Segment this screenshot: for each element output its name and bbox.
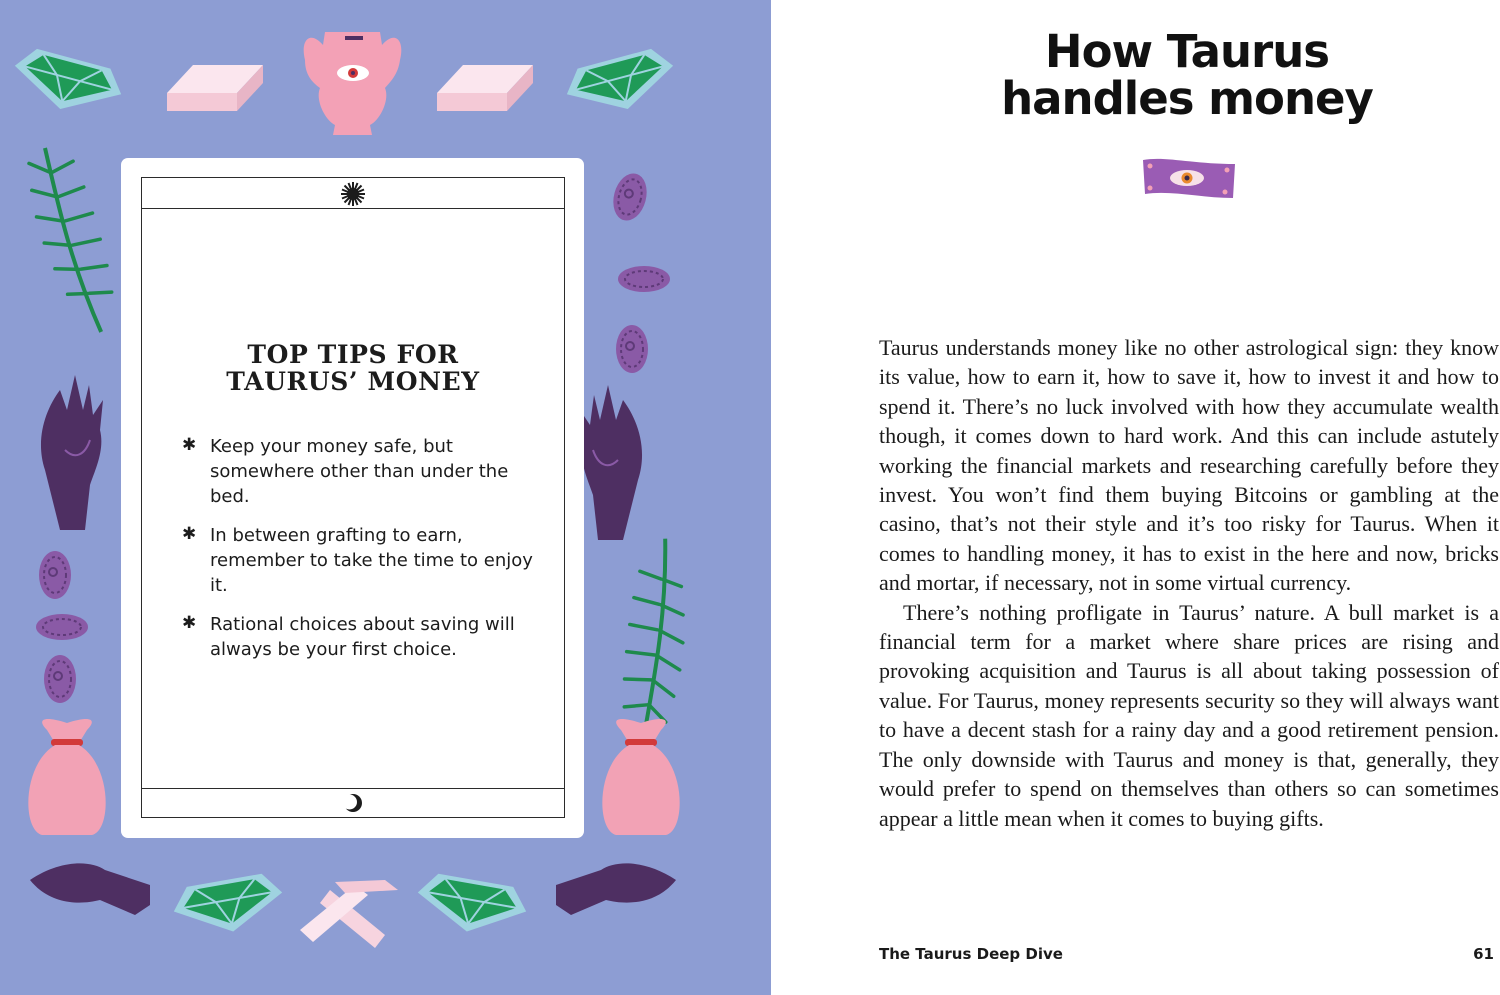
coin-icon	[39, 551, 71, 599]
hand-icon	[41, 375, 103, 530]
gem-icon	[413, 871, 530, 941]
crescent-moon-icon	[342, 792, 364, 814]
gold-bar-icon	[167, 65, 263, 111]
coin-icon	[616, 325, 648, 373]
page-title	[971, 25, 1403, 125]
frame-rule-top	[142, 208, 564, 209]
urn-with-eye-icon	[304, 32, 402, 135]
tips-heading-line1: TOP TIPS FOR	[247, 340, 459, 369]
tip-item	[182, 434, 542, 509]
tip-text: Keep your money safe, but somewhere other than under the bed.	[210, 436, 509, 507]
eye-banner-icon	[1141, 156, 1237, 202]
gem-icon	[170, 871, 287, 941]
right-page	[771, 0, 1500, 995]
gem-icon	[561, 45, 681, 124]
tips-heading	[142, 341, 564, 395]
star-bullet-icon: ✱	[182, 613, 197, 633]
coin-icon	[36, 614, 88, 640]
fern-icon	[601, 535, 713, 735]
gold-bar-icon	[437, 65, 533, 111]
hand-icon	[580, 385, 642, 540]
page-title-line1: How Taurus	[1044, 25, 1330, 78]
coin-icon	[44, 655, 76, 703]
star-bullet-icon: ✱	[182, 435, 197, 455]
star-bullet-icon: ✱	[182, 524, 197, 544]
hand-icon	[556, 863, 676, 915]
body-paragraph: Taurus understands money like no other astrological sign: they know its value, how to earn it, how to save it, how to invest it and how to spend it. There’s no luck involved with how they accumulate wealth though, it comes down to hard work. And this can include astutely working the financial markets and researching carefully before they invest. You won’t find them buying Bitcoins or gambling at the casino, that’s not their style and it’s too risky for Taurus. When it comes to handling money, it has to exist in the here and now, bricks and mortar, if necessary, not in some virtual currency.	[879, 335, 1499, 596]
tip-text: Rational choices about saving will always be your first choice.	[210, 614, 515, 660]
tip-text: In between grafting to earn, remember to take the time to enjoy it.	[210, 525, 533, 596]
sun-icon	[340, 181, 366, 207]
tips-frame	[141, 177, 565, 818]
gem-icon	[7, 45, 127, 124]
gold-bars-stack-icon	[300, 880, 398, 948]
running-footer-title: The Taurus Deep Dive	[879, 945, 1063, 963]
page-title-line2: handles money	[1001, 72, 1373, 125]
body-paragraph: There’s nothing profligate in Taurus’ nature. A bull market is a financial term for a market where share prices are rising and provoking acquisition and Taurus is all about taking possession of value. For Taurus, money represents security so they will always want to have a decent stash for a rainy day and a good retirement pension. The only downside with Taurus and money is that, generally, they would prefer to spend on themselves than others so can sometimes appear a little mean when it comes to buying gifts.	[879, 599, 1499, 831]
frame-rule-bottom	[142, 788, 564, 789]
tip-item	[182, 523, 542, 598]
coin-icon	[618, 266, 670, 292]
body-text	[879, 333, 1499, 833]
hand-icon	[30, 863, 150, 915]
fern-icon	[26, 142, 117, 339]
page-number: 61	[1473, 945, 1494, 963]
tips-card	[121, 158, 584, 838]
money-bag-icon	[602, 719, 679, 835]
money-bag-icon	[28, 719, 105, 835]
tips-list	[182, 434, 542, 676]
tip-item	[182, 612, 542, 662]
tips-heading-line2: TAURUS’ MONEY	[226, 367, 480, 396]
coin-icon	[608, 170, 651, 225]
